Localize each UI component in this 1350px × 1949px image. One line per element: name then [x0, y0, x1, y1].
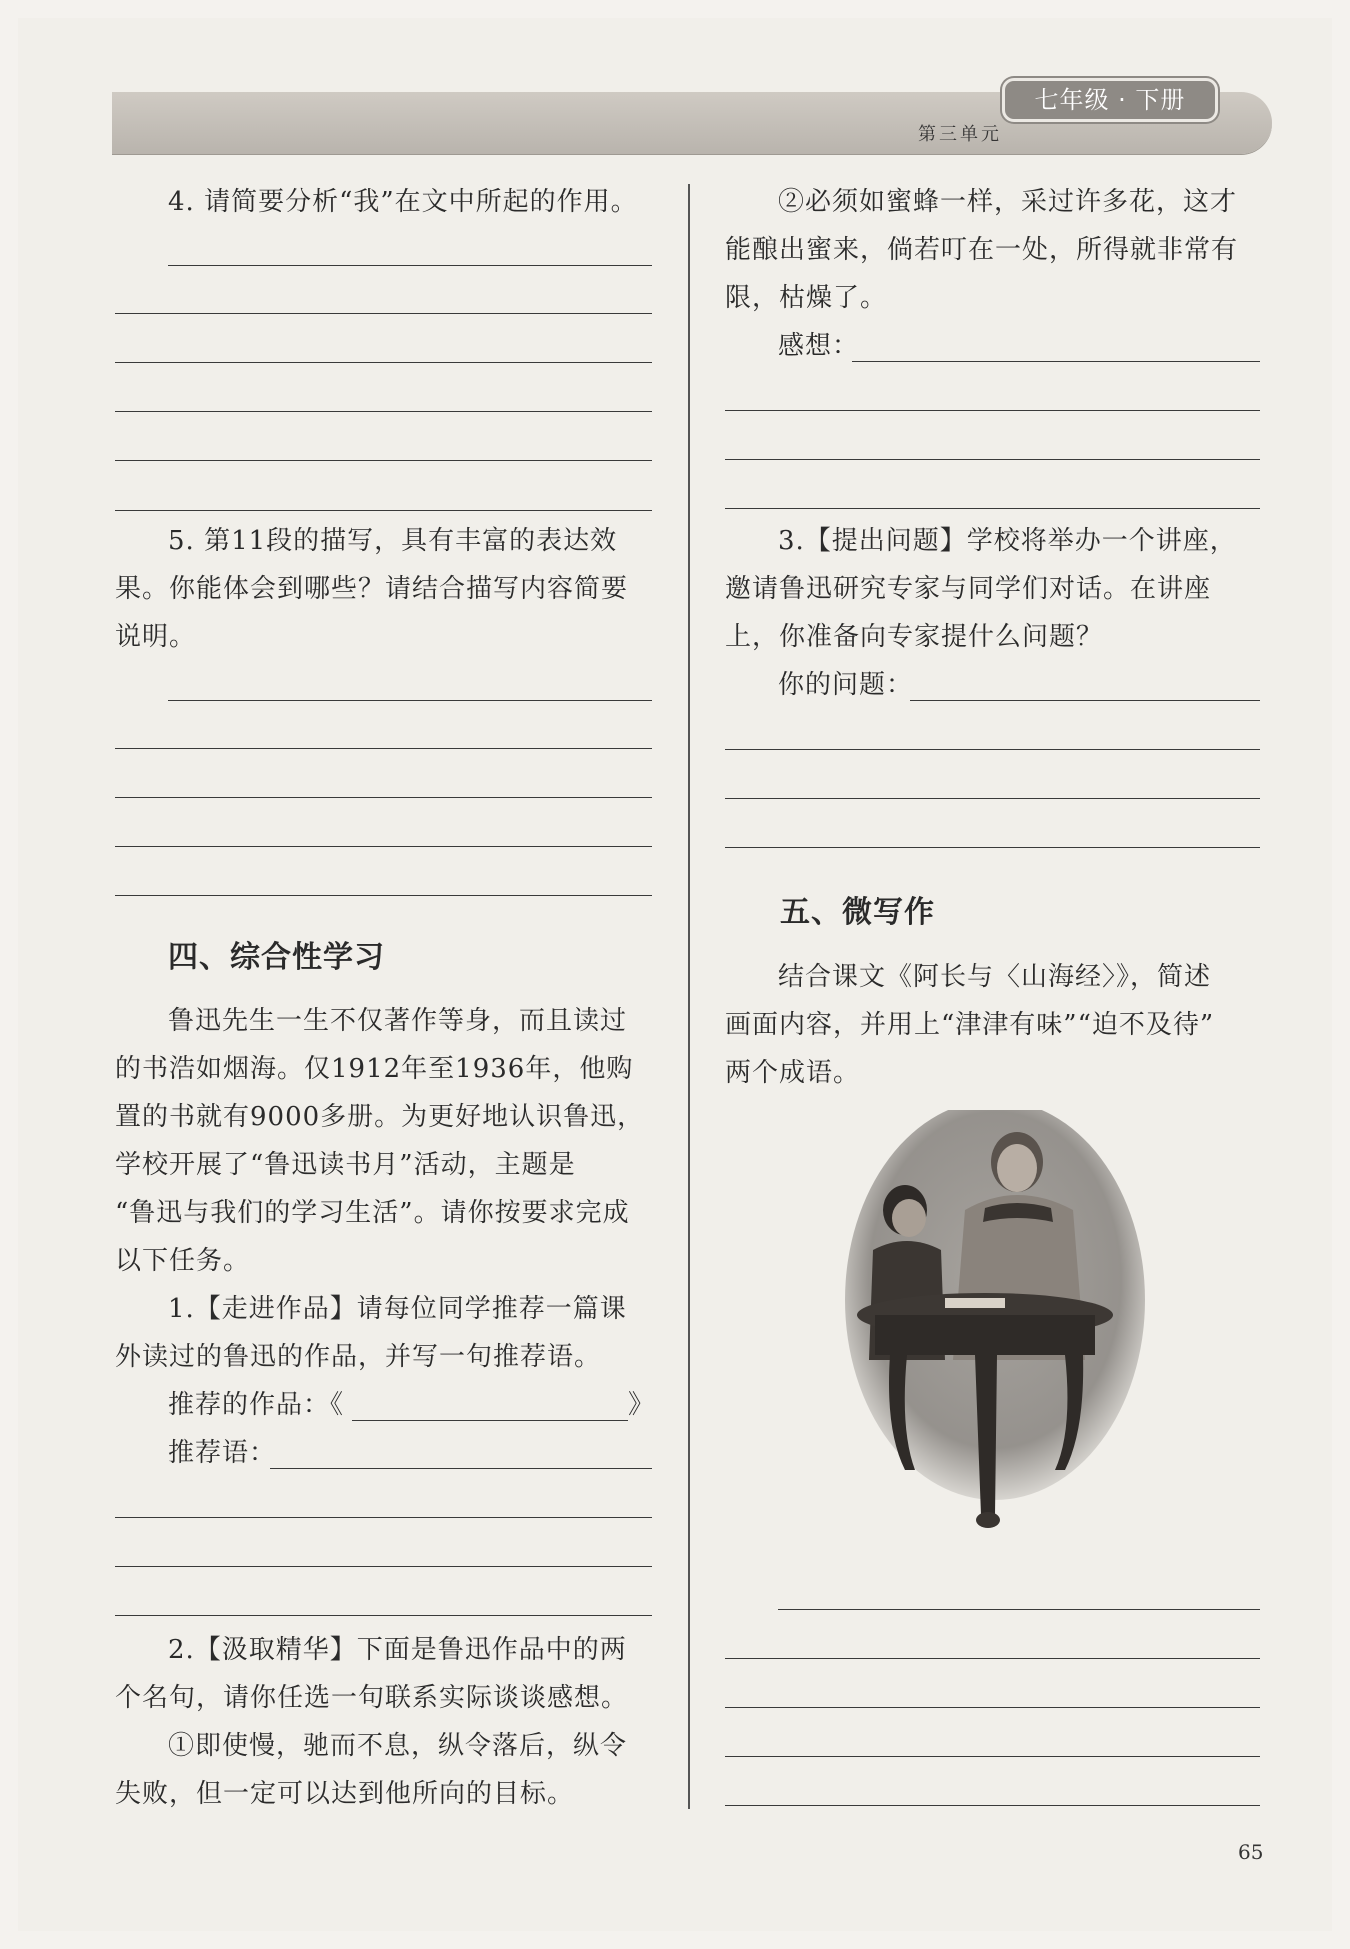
answer-line[interactable] — [115, 748, 652, 749]
answer-line[interactable] — [725, 1756, 1260, 1757]
section-5-title: 五、微写作 — [780, 895, 935, 930]
answer-line[interactable] — [115, 313, 652, 314]
answer-line[interactable] — [270, 1468, 652, 1469]
photo-illustration-icon — [845, 1110, 1145, 1540]
task-2-line1: 2.【汲取精华】下面是鲁迅作品中的两 — [168, 1635, 627, 1665]
answer-line[interactable] — [115, 895, 652, 896]
answer-line[interactable] — [852, 361, 1260, 362]
answer-line[interactable] — [115, 411, 652, 412]
intro-line: 以下任务。 — [115, 1246, 251, 1276]
answer-line[interactable] — [115, 362, 652, 363]
answer-line[interactable] — [778, 1609, 1260, 1610]
section-4-title: 四、综合性学习 — [168, 940, 385, 975]
quote-2-line2: 能酿出蜜来，倘若叮在一处，所得就非常有 — [725, 235, 1239, 265]
recommend-work-close: 》 — [628, 1390, 656, 1420]
answer-line[interactable] — [725, 798, 1260, 799]
question-4: 4. 请简要分析“我”在文中所起的作用。 — [168, 187, 638, 217]
task-1-line2: 外读过的鲁迅的作品，并写一句推荐语。 — [115, 1342, 602, 1372]
grade-tab: 七年级 · 下册 — [1002, 78, 1218, 122]
answer-line[interactable] — [168, 265, 652, 266]
answer-line[interactable] — [725, 508, 1260, 509]
intro-line: 置的书就有9000多册。为更好地认识鲁迅， — [115, 1102, 645, 1132]
question-5-line2: 果。你能体会到哪些？请结合描写内容简要 — [115, 574, 629, 604]
task-3-line1: 3.【提出问题】学校将举办一个讲座， — [778, 526, 1237, 556]
column-divider — [688, 184, 690, 1809]
answer-line[interactable] — [115, 1615, 652, 1616]
intro-line: “鲁迅与我们的学习生活”。请你按要求完成 — [115, 1198, 630, 1228]
quote-2-line1: ②必须如蜜蜂一样，采过许多花，这才 — [778, 187, 1238, 217]
unit-label: 第三单元 — [918, 124, 1002, 145]
page-number: 65 — [1238, 1840, 1264, 1864]
answer-line[interactable] — [115, 510, 652, 511]
feeling-label: 感想： — [778, 331, 860, 361]
question-5-line1: 5. 第11段的描写，具有丰富的表达效 — [168, 526, 618, 556]
writing-prompt-line2: 画面内容，并用上“津津有味”“迫不及待” — [725, 1010, 1215, 1040]
task-2-line2: 个名句，请你任选一句联系实际谈谈感想。 — [115, 1683, 629, 1713]
intro-line: 的书浩如烟海。仅1912年至1936年，他购 — [115, 1054, 634, 1084]
recommend-work-field[interactable] — [352, 1420, 628, 1421]
writing-prompt-line3: 两个成语。 — [725, 1058, 861, 1088]
quote-2-line3: 限，枯燥了。 — [725, 283, 888, 313]
question-label: 你的问题： — [778, 670, 914, 700]
answer-line[interactable] — [115, 1517, 652, 1518]
answer-line[interactable] — [725, 1805, 1260, 1806]
answer-line[interactable] — [725, 847, 1260, 848]
task-3-line3: 上，你准备向专家提什么问题？ — [725, 622, 1104, 652]
answer-line[interactable] — [115, 797, 652, 798]
task-1-line1: 1.【走进作品】请每位同学推荐一篇课 — [168, 1294, 627, 1324]
recommend-words-label: 推荐语： — [168, 1438, 277, 1468]
intro-line: 鲁迅先生一生不仅著作等身，而且读过 — [168, 1006, 628, 1036]
quote-1-line2: 失败，但一定可以达到他所向的目标。 — [115, 1779, 575, 1809]
answer-line[interactable] — [725, 459, 1260, 460]
intro-line: 学校开展了“鲁迅读书月”活动，主题是 — [115, 1150, 576, 1180]
answer-line[interactable] — [910, 700, 1260, 701]
quote-1-line1: ①即使慢，驰而不息，纵令落后，纵令 — [168, 1731, 628, 1761]
answer-line[interactable] — [725, 1707, 1260, 1708]
writing-prompt-line1: 结合课文《阿长与〈山海经〉》，简述 — [778, 962, 1212, 992]
answer-line[interactable] — [725, 410, 1260, 411]
question-5-line3: 说明。 — [115, 622, 197, 652]
answer-line[interactable] — [115, 460, 652, 461]
answer-line[interactable] — [115, 846, 652, 847]
answer-line[interactable] — [725, 1658, 1260, 1659]
answer-line[interactable] — [115, 1566, 652, 1567]
recommend-work-label: 推荐的作品：《 — [168, 1390, 345, 1420]
answer-line[interactable] — [725, 749, 1260, 750]
task-3-line2: 邀请鲁迅研究专家与同学们对话。在讲座 — [725, 574, 1212, 604]
answer-line[interactable] — [168, 700, 652, 701]
